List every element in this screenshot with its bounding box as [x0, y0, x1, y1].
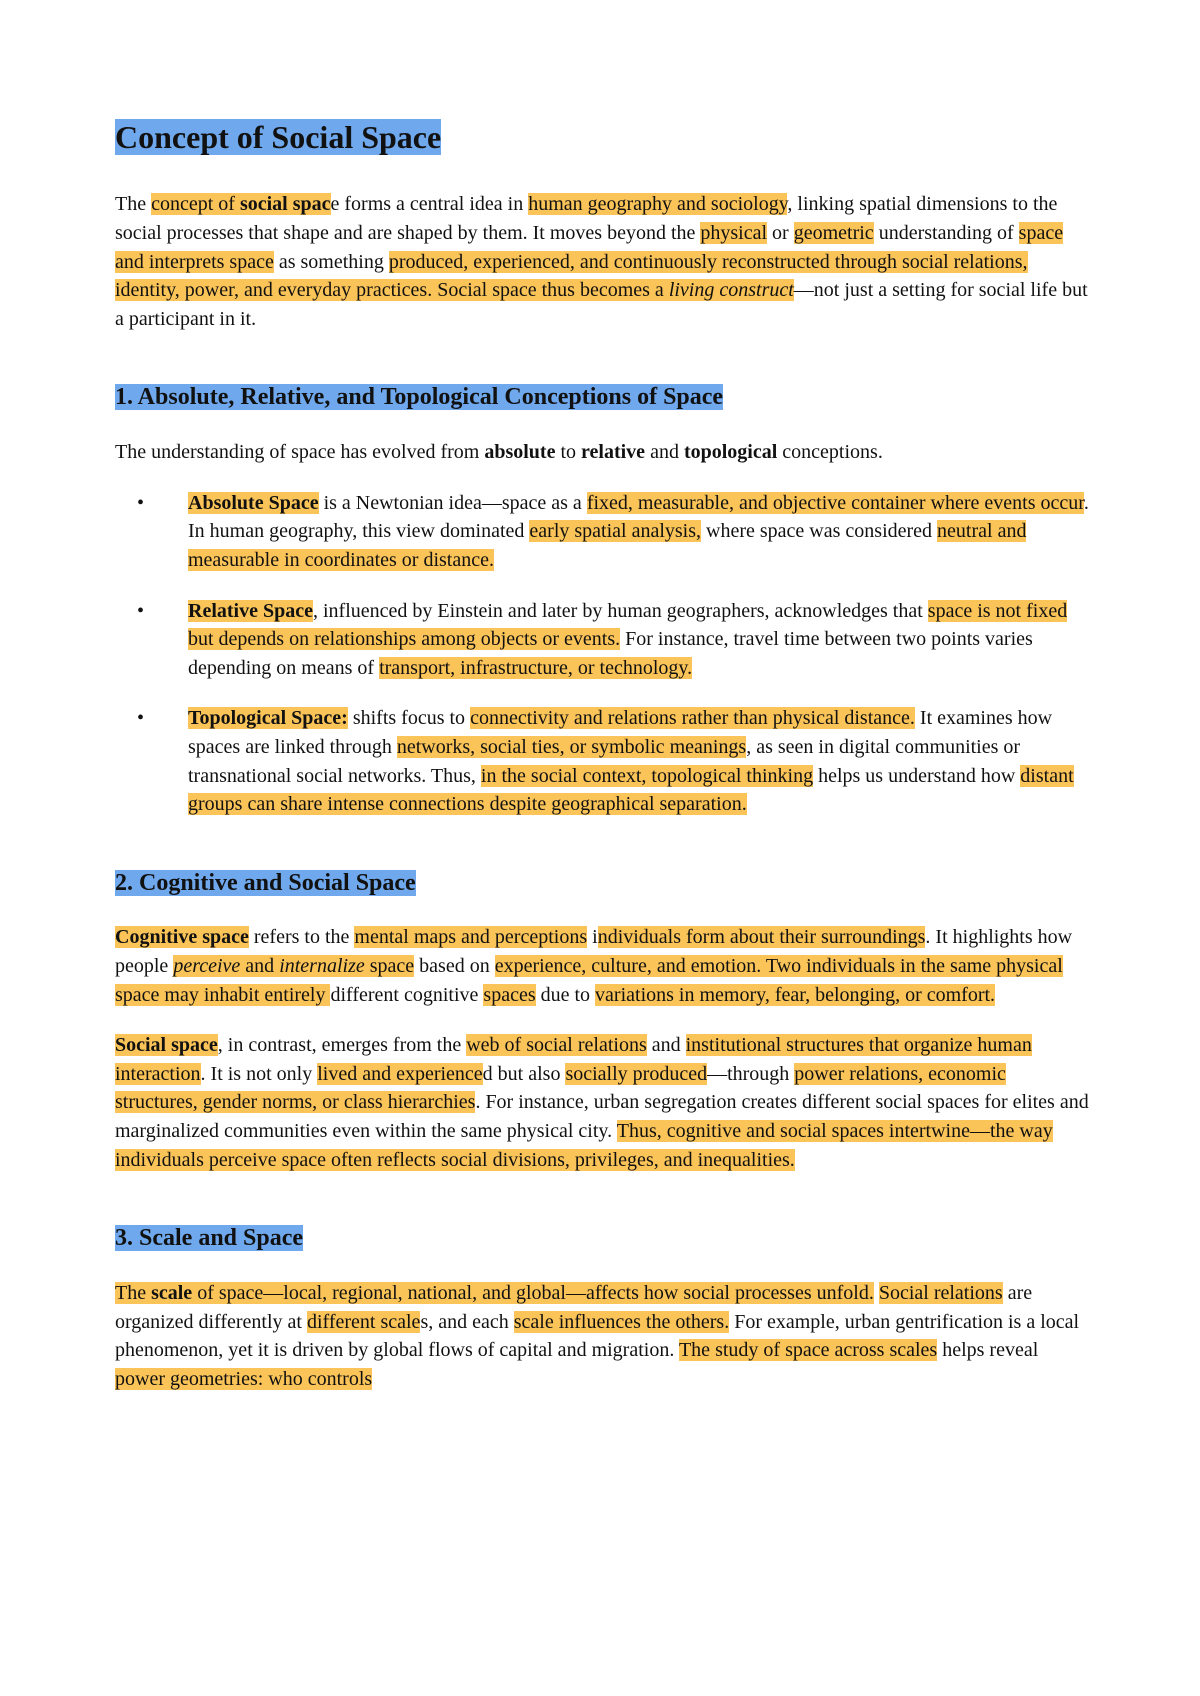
- highlighted-text: concept of: [151, 193, 240, 216]
- section-heading-3: [115, 1224, 1090, 1253]
- text-run: , as seen in digital communities or transnational social networks. Thus,: [188, 735, 1021, 787]
- highlighted-text: power geometries: who controls: [115, 1367, 373, 1390]
- text-run: where space was considered: [701, 520, 938, 543]
- text-run: The: [115, 193, 152, 216]
- highlighted-text: neutral and measurable in coordinates or distance.: [188, 520, 1027, 571]
- section-heading-1-text: 1. Absolute, Relative, and Topological Conceptions of Space: [115, 384, 724, 411]
- text-run: d but also: [482, 1062, 566, 1085]
- highlighted-text: networks, social ties, or symbolic meanings: [396, 735, 747, 758]
- highlighted-text: institutional structures that organize human interaction: [115, 1034, 1032, 1085]
- text-run: , in contrast, emerges from the: [217, 1034, 467, 1057]
- list-item-text: [188, 492, 1089, 571]
- text-run: . In human geography, this view dominated: [188, 491, 1089, 543]
- text-run: topological: [683, 441, 778, 464]
- section1-lead: [115, 438, 1090, 467]
- highlighted-text: socially produced: [565, 1062, 708, 1085]
- text-run: to: [555, 441, 582, 464]
- section-heading-2: [115, 869, 1090, 898]
- highlighted-text: space is not fixed but depends on relationships among objects or events.: [188, 599, 1068, 651]
- section2-paragraph-2: [115, 1031, 1090, 1174]
- highlighted-text: Topological Space:: [188, 707, 348, 730]
- text-run: refers to the: [248, 926, 355, 949]
- text-run: and: [646, 1034, 686, 1057]
- bullet-icon: •: [137, 707, 145, 730]
- highlighted-text: variations in memory, fear, belonging, or comfort.: [595, 983, 996, 1006]
- text-run: relative: [581, 441, 646, 464]
- highlighted-text: social spac: [239, 193, 331, 216]
- bullet-icon: •: [137, 491, 145, 514]
- highlighted-text: human geography and sociology: [528, 193, 788, 216]
- text-run: is a Newtonian idea—space as a: [318, 491, 587, 514]
- list-item: [115, 489, 1090, 575]
- list-item-text: [188, 600, 1067, 679]
- text-run: For instance, travel time between two points varies depending on means of: [188, 628, 1033, 679]
- highlighted-text: living construct: [668, 279, 794, 302]
- text-run: as something: [273, 250, 389, 273]
- text-run: shifts focus to: [347, 707, 471, 730]
- highlighted-text: in the social context, topological thinking: [480, 764, 814, 787]
- bullet-icon: •: [137, 599, 145, 622]
- text-run: . It highlights how people: [115, 926, 1073, 978]
- list-item-text: [188, 707, 1074, 815]
- section3-paragraph: [115, 1279, 1090, 1393]
- highlighted-text: space and interprets space: [115, 221, 1064, 273]
- highlighted-text: distant groups can share intense connections despite geographical separation.: [188, 764, 1074, 816]
- page-title-text: Concept of Social Space: [115, 119, 442, 155]
- highlighted-text: power relations, economic structures, gender norms, or class hierarchies: [115, 1062, 1006, 1114]
- section1-bullet-list: [115, 489, 1090, 819]
- highlighted-text: physical: [700, 221, 768, 244]
- text-run: absolute: [484, 441, 556, 464]
- highlighted-text: perceive: [173, 955, 241, 978]
- list-item: [115, 704, 1090, 818]
- highlighted-text: experience, culture, and emotion. Two individuals in the same physical space may inhabit entirely: [115, 955, 1063, 1006]
- text-run: due to: [535, 983, 596, 1006]
- text-run: s, and each: [420, 1310, 514, 1333]
- text-run: based on: [414, 955, 495, 978]
- text-run: It examines how spaces are linked through: [188, 707, 1053, 758]
- text-run: e forms a central idea in: [330, 193, 529, 216]
- list-item: [115, 597, 1090, 683]
- highlighted-text: The: [115, 1282, 152, 1305]
- highlighted-text: of space—local, regional, national, and global—affects how social processes unfold.: [192, 1282, 874, 1305]
- highlighted-text: Social relations: [878, 1282, 1003, 1305]
- text-run: —through: [707, 1062, 795, 1085]
- highlighted-text: The study of space across scales: [678, 1339, 938, 1362]
- highlighted-text: scale influences the others.: [513, 1310, 730, 1333]
- highlighted-text: internalize: [279, 955, 365, 978]
- intro-paragraph: [115, 190, 1090, 333]
- highlighted-text: space: [364, 955, 415, 978]
- text-run: , linking spatial dimensions to the social processes that shape and are shaped by them. It moves beyond the: [115, 193, 1058, 244]
- highlighted-text: scale: [151, 1282, 193, 1305]
- text-run: i: [587, 926, 598, 949]
- highlighted-text: and: [240, 955, 280, 978]
- highlighted-text: Cognitive space: [115, 926, 249, 949]
- highlighted-text: Absolute Space: [188, 491, 319, 514]
- text-run: or: [767, 221, 794, 244]
- highlighted-text: Relative Space: [188, 599, 313, 622]
- section-heading-2-text: 2. Cognitive and Social Space: [115, 869, 416, 896]
- text-run: are organized differently at: [115, 1282, 1033, 1333]
- text-run: conceptions.: [777, 441, 883, 464]
- text-run: —not just a setting for social life but a participant in it.: [115, 279, 1088, 330]
- highlighted-text: spaces: [483, 983, 536, 1006]
- text-run: helps us understand how: [813, 764, 1021, 787]
- highlighted-text: lived and experience: [317, 1062, 483, 1085]
- highlighted-text: Thus, cognitive and social spaces intertwine—the way individuals perceive space often reflects social divisions, privileges, and inequalities.: [115, 1120, 1053, 1171]
- highlighted-text: mental maps and perceptions: [354, 926, 588, 949]
- text-run: . For instance, urban segregation creates different social spaces for elites and marginalized communities even within the same physical city.: [115, 1091, 1089, 1143]
- document-content: [115, 118, 1090, 1393]
- section-heading-3-text: 3. Scale and Space: [115, 1225, 304, 1252]
- section2-paragraph-1: [115, 923, 1090, 1009]
- highlighted-text: transport, infrastructure, or technology.: [379, 656, 693, 679]
- text-run: different cognitive: [330, 983, 484, 1006]
- highlighted-text: different scale: [306, 1310, 421, 1333]
- highlighted-text: connectivity and relations rather than physical distance.: [470, 707, 915, 730]
- page-title: [115, 118, 1090, 156]
- text-run: For example, urban gentrification is a local phenomenon, yet it is driven by global flows of capital and migration.: [115, 1310, 1080, 1362]
- highlighted-text: ndividuals form about their surroundings: [597, 926, 926, 949]
- section-heading-1: [115, 383, 1090, 412]
- highlighted-text: Social space: [115, 1034, 218, 1057]
- highlighted-text: produced, experienced, and continuously reconstructed through social relations, identity, power, and everyday practices. Social space thus becomes a: [115, 250, 1028, 302]
- text-run: . It is not only: [200, 1062, 318, 1085]
- highlighted-text: web of social relations: [466, 1034, 647, 1057]
- highlighted-text: early spatial analysis,: [529, 520, 702, 543]
- text-run: , influenced by Einstein and later by human geographers, acknowledges that: [312, 599, 928, 622]
- text-run: The understanding of space has evolved from: [115, 441, 485, 464]
- text-run: understanding of: [873, 221, 1019, 244]
- highlighted-text: fixed, measurable, and objective container where events occur: [586, 491, 1084, 514]
- text-run: helps reveal: [937, 1339, 1039, 1362]
- highlighted-text: geometric: [793, 221, 874, 244]
- text-run: and: [645, 441, 684, 464]
